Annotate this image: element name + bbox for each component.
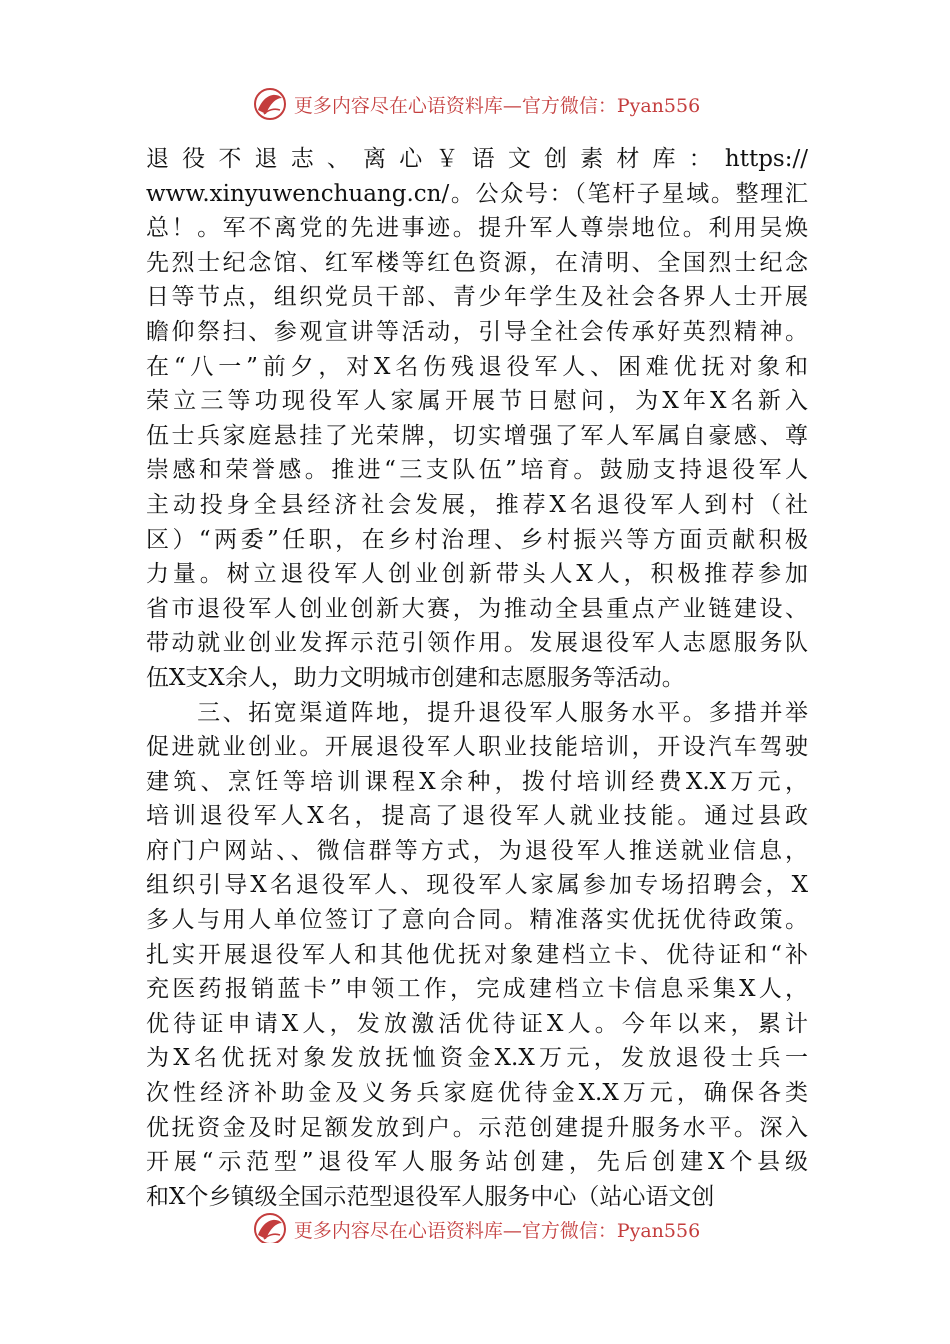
text-line: 伍士兵家庭悬挂了光荣牌，切实增强了军人军属自豪感、尊	[146, 422, 808, 449]
text-line: www.xinyuwenchuang.cn/。公众号：（笔杆子星域。整理汇	[146, 180, 808, 207]
body-text	[146, 142, 808, 1214]
text-line: 区）“两委”任职，在乡村治理、乡村振兴等方面贡献积极	[146, 526, 808, 553]
text-line: 省市退役军人创业创新大赛，为推动全县重点产业链建设、	[146, 595, 808, 622]
header-watermark	[0, 80, 950, 128]
text-line: 府门户网站、、微信群等方式，为退役军人推送就业信息，	[146, 837, 808, 864]
text-line: 多人与用人单位签订了意向合同。精准落实优抚优待政策。	[146, 907, 808, 934]
text-line: 次性经济补助金及义务兵家庭优待金X.X万元，确保各类	[146, 1080, 808, 1107]
text-line: 总！。军不离党的先进事迹。提升军人尊崇地位。利用吴焕	[146, 215, 808, 242]
text-line: 崇感和荣誉感。推进“三支队伍”培育。鼓励支持退役军人	[146, 457, 808, 484]
text-line: 优待证申请X人，发放激活优待证X人。今年以来，累计	[146, 1010, 808, 1037]
text-line: 瞻仰祭扫、参观宣讲等活动，引导全社会传承好英烈精神。	[146, 318, 808, 345]
text-line: 荣立三等功现役军人家属开展节日慰问，为X年X名新入	[146, 388, 808, 415]
text-line: 充医药报销蓝卡”申领工作，完成建档立卡信息采集X人，	[146, 976, 808, 1003]
text-line: 为X名优抚对象发放抚恤资金X.X万元，发放退役士兵一	[146, 1045, 808, 1072]
text-line: 组织引导X名退役军人、现役军人家属参加专场招聘会，X	[146, 872, 808, 899]
text-line: 培训退役军人X名，提高了退役军人就业技能。通过县政	[146, 803, 808, 830]
text-line: 主动投身全县经济社会发展，推荐X名退役军人到村（社	[146, 491, 808, 518]
text-line: 扎实开展退役军人和其他优抚对象建档立卡、优待证和“补	[146, 941, 808, 968]
text-line: 力量。树立退役军人创业创新带头人X人，积极推荐参加	[146, 561, 808, 588]
brush-logo-icon	[250, 84, 290, 124]
watermark-text: 更多内容尽在心语资料库—官方微信：Pyan556	[293, 1219, 701, 1242]
text-line: 先烈士纪念馆、红军楼等红色资源，在清明、全国烈士纪念	[146, 249, 808, 276]
text-line: 日等节点，组织党员干部、青少年学生及社会各界人士开展	[146, 284, 808, 311]
text-line: 优抚资金及时足额发放到户。示范创建提升服务水平。深入	[146, 1114, 808, 1141]
watermark-text: 更多内容尽在心语资料库—官方微信：Pyan556	[293, 94, 701, 117]
brush-logo-icon	[250, 1209, 290, 1243]
text-line: 和X个乡镇级全国示范型退役军人服务中心（站心语文创	[146, 1183, 715, 1210]
footer-watermark	[0, 1203, 950, 1243]
text-line: 建筑、烹饪等培训课程X余种，拨付培训经费X.X万元，	[146, 768, 808, 795]
text-line: 带动就业创业发挥示范引领作用。发展退役军人志愿服务队	[146, 630, 808, 657]
text-line: 促进就业创业。开展退役军人职业技能培训，开设汽车驾驶	[146, 734, 808, 761]
text-line: 退 役 不 退 志 、 离 心 ￥ 语 文 创 素 材 库 ： https://	[146, 146, 808, 172]
text-line: 三、拓宽渠道阵地，提升退役军人服务水平。多措并举	[146, 699, 808, 726]
text-line: 在“八一”前夕，对X名伤残退役军人、困难优抚对象和	[146, 353, 808, 380]
text-line: 伍X支X余人，助力文明城市创建和志愿服务等活动。	[146, 664, 685, 691]
text-line: 开展“示范型”退役军人服务站创建，先后创建X个县级	[146, 1149, 808, 1176]
